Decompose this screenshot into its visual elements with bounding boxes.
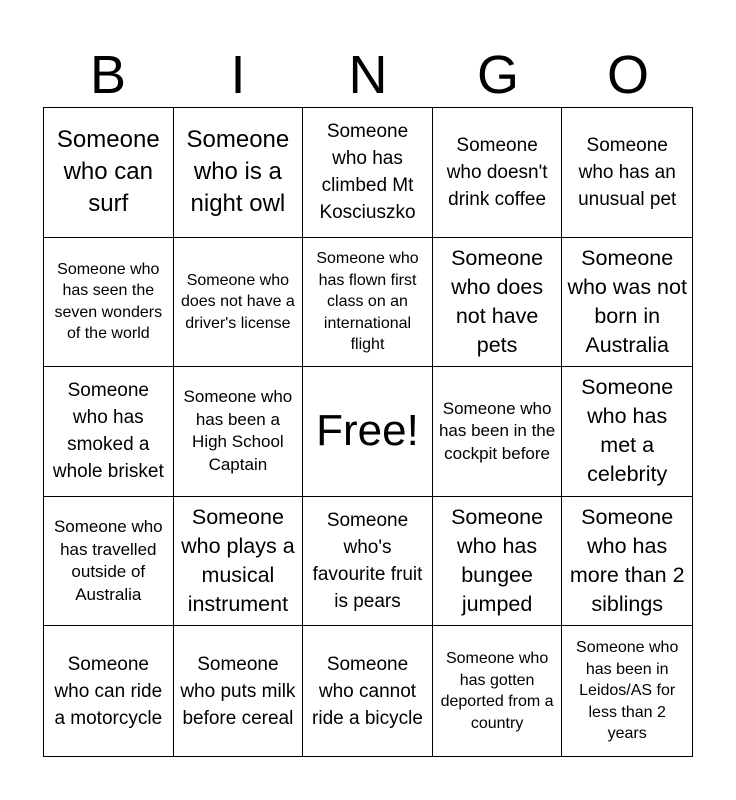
bingo-cell-r1-c3[interactable] [303, 108, 433, 238]
bingo-cell-r4-c1[interactable] [44, 497, 174, 627]
header-letter-o: O [606, 45, 649, 105]
bingo-cell-label: Someone who has flown first class on an international flight [316, 250, 419, 354]
bingo-cell-r2-c3[interactable] [303, 238, 433, 368]
bingo-board [43, 107, 693, 757]
bingo-cell-label: Someone who has been a High School Captain [183, 387, 293, 474]
bingo-cell-label: Someone who has travelled outside of Australia [53, 517, 163, 604]
bingo-cell-r2-c2[interactable] [174, 238, 304, 368]
bingo-cell-label: Someone who has been in the cockpit before [438, 398, 556, 463]
bingo-free-label: Free! [316, 406, 419, 456]
bingo-cell-r4-c4[interactable] [433, 497, 563, 627]
bingo-cell-r1-c1[interactable] [44, 108, 174, 238]
bingo-cell-r3-c2[interactable] [174, 367, 304, 497]
bingo-cell-r4-c3[interactable] [303, 497, 433, 627]
bingo-cell-label: Someone who plays a musical instrument [181, 505, 295, 617]
bingo-cell-r5-c1[interactable] [44, 626, 174, 756]
bingo-cell-label: Someone who has been in Leidos/AS for less than 2 years [576, 639, 679, 743]
header-letter-b: B [89, 45, 127, 105]
bingo-cell-label: Someone who is a night owl [186, 126, 290, 218]
bingo-cell-r5-c5[interactable] [562, 626, 692, 756]
bingo-cell-r5-c4[interactable] [433, 626, 563, 756]
header-letter-g: G [476, 45, 519, 105]
bingo-cell-label: Someone who was not born in Australia [567, 245, 687, 357]
bingo-cell-r5-c2[interactable] [174, 626, 304, 756]
bingo-cell-label: Someone who has met a celebrity [581, 375, 674, 487]
bingo-cell-label: Someone who's favourite fruit is pears [312, 510, 423, 613]
bingo-cell-r2-c5[interactable] [562, 238, 692, 368]
bingo-cell-label: Someone who does not have a driver's license [180, 271, 295, 332]
bingo-cell-label: Someone who puts milk before cereal [180, 653, 296, 729]
bingo-cell-r1-c4[interactable] [433, 108, 563, 238]
bingo-cell-r5-c3[interactable] [303, 626, 433, 756]
bingo-cell-label: Someone who can surf [56, 126, 160, 218]
bingo-cell-r1-c2[interactable] [174, 108, 304, 238]
bingo-cell-r3-c1[interactable] [44, 367, 174, 497]
bingo-header [43, 40, 693, 108]
bingo-cell-label: Someone who cannot ride a bicycle [312, 653, 423, 729]
bingo-cell-r2-c4[interactable] [433, 238, 563, 368]
bingo-cell-label: Someone who has climbed Mt Kosciuszko [319, 121, 416, 224]
bingo-cell-r4-c5[interactable] [562, 497, 692, 627]
bingo-free-space[interactable] [303, 367, 433, 497]
header-letter-i: I [230, 45, 246, 105]
bingo-cell-r2-c1[interactable] [44, 238, 174, 368]
bingo-cell-r3-c4[interactable] [433, 367, 563, 497]
bingo-cell-label: Someone who can ride a motorcycle [54, 653, 163, 729]
header-letter-n: N [348, 45, 388, 105]
bingo-cell-r3-c5[interactable] [562, 367, 692, 497]
bingo-cell-label: Someone who has more than 2 siblings [569, 505, 685, 617]
bingo-cell-label: Someone who has gotten deported from a country [440, 650, 554, 732]
bingo-cell-label: Someone who does not have pets [451, 245, 544, 357]
bingo-cell-label: Someone who has bungee jumped [451, 505, 544, 617]
bingo-cell-r4-c2[interactable] [174, 497, 304, 627]
bingo-cell-label: Someone who has seen the seven wonders of the world [54, 260, 163, 343]
bingo-cell-label: Someone who has smoked a whole brisket [52, 380, 164, 483]
bingo-cell-r1-c5[interactable] [562, 108, 692, 238]
bingo-cell-label: Someone who has an unusual pet [578, 134, 677, 210]
bingo-cell-label: Someone who doesn't drink coffee [446, 134, 548, 210]
